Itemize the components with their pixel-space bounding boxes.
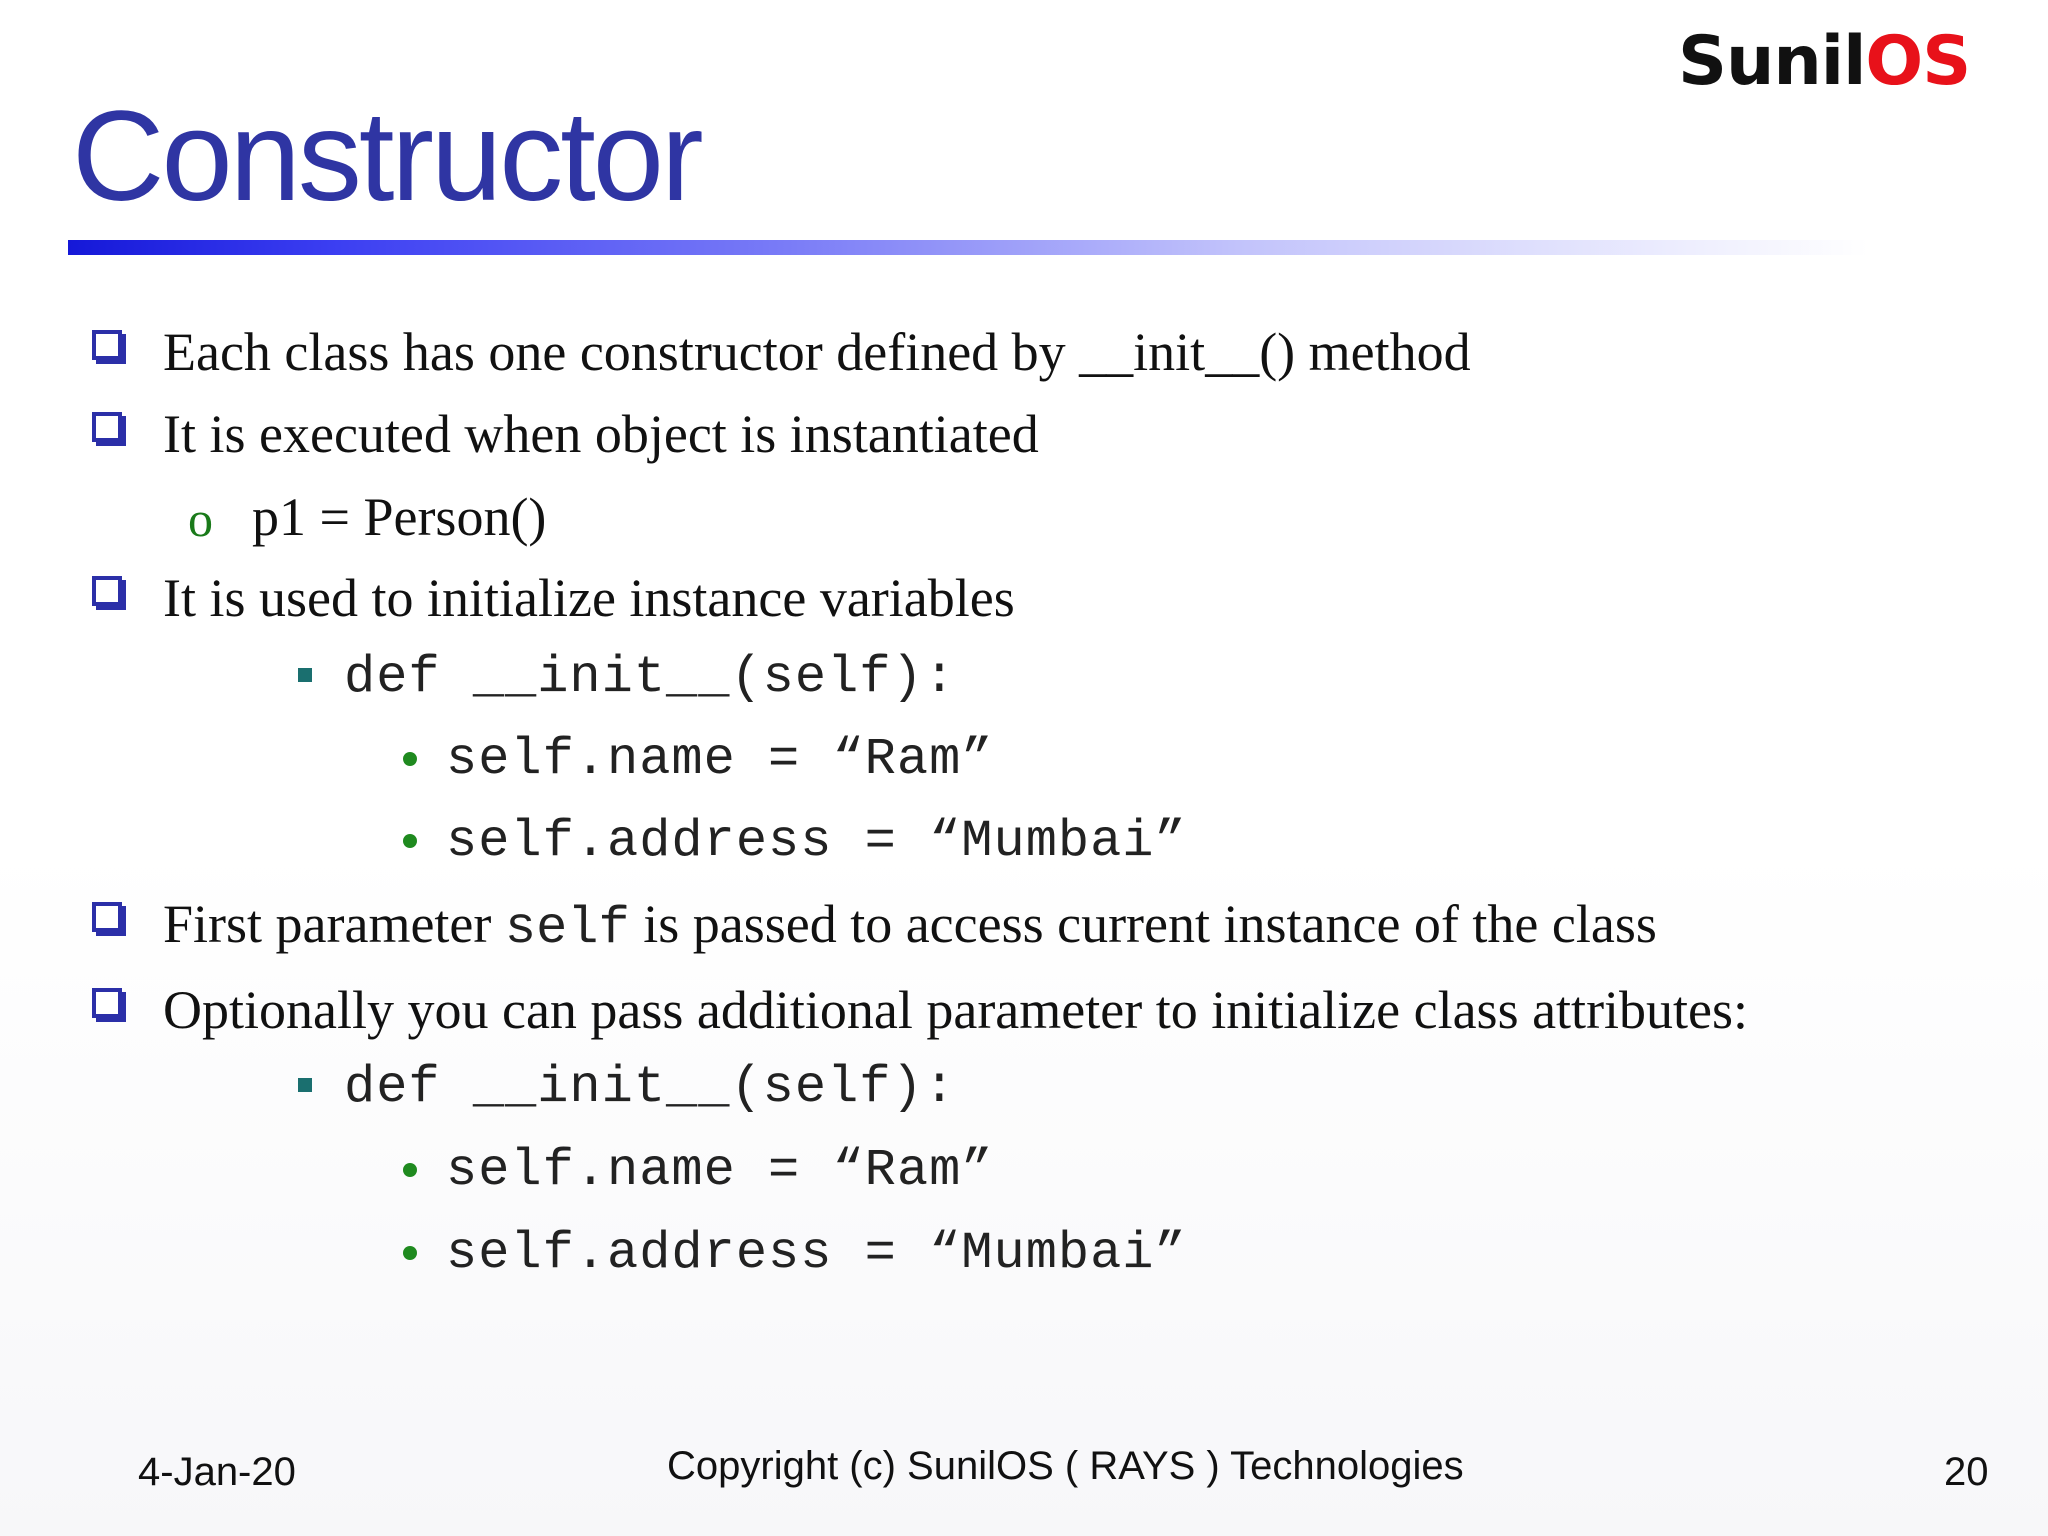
footer-copyright: Copyright (c) SunilOS ( RAYS ) Technologies bbox=[667, 1444, 1464, 1488]
bullet-4-code-self: self bbox=[504, 899, 630, 958]
bullet-5: Optionally you can pass additional parameter to initialize class attributes: bbox=[163, 980, 1749, 1040]
bullet-4-text-pre: First parameter bbox=[163, 894, 492, 954]
footer-date: 4-Jan-20 bbox=[138, 1450, 296, 1494]
bullet-4 bbox=[163, 894, 1657, 958]
footer-page-number: 20 bbox=[1944, 1450, 1989, 1494]
code-def-line: def __init__(self): bbox=[344, 1058, 956, 1117]
code-line: self.name = “Ram” bbox=[446, 1141, 994, 1200]
sunilos-logo bbox=[1678, 22, 1971, 101]
dot-bullet-icon bbox=[403, 1246, 417, 1260]
dot-bullet-icon bbox=[403, 1163, 417, 1177]
checkbox-bullet-icon bbox=[92, 988, 122, 1018]
slide-title: Constructor bbox=[72, 85, 701, 228]
logo-text-sunil: Sunil bbox=[1678, 22, 1866, 101]
bullet-1: Each class has one constructor defined by __init__() method bbox=[163, 322, 1471, 382]
sub-bullet-o-icon: o bbox=[188, 491, 213, 547]
bullet-4-text-post: is passed to access current instance of the class bbox=[643, 894, 1657, 954]
dot-bullet-icon bbox=[403, 752, 417, 766]
bullet-2-sub: p1 = Person() bbox=[252, 487, 547, 547]
checkbox-bullet-icon bbox=[92, 902, 122, 932]
code-line: self.address = “Mumbai” bbox=[446, 1224, 1187, 1283]
bullet-2: It is executed when object is instantiated bbox=[163, 404, 1039, 464]
square-bullet-icon bbox=[298, 1078, 312, 1092]
code-def-line: def __init__(self): bbox=[344, 648, 956, 707]
checkbox-bullet-icon bbox=[92, 412, 122, 442]
checkbox-bullet-icon bbox=[92, 576, 122, 606]
checkbox-bullet-icon bbox=[92, 330, 122, 360]
code-line: self.name = “Ram” bbox=[446, 730, 994, 789]
title-underline-gradient bbox=[68, 240, 1868, 255]
logo-text-os: OS bbox=[1865, 22, 1971, 101]
bullet-3: It is used to initialize instance variables bbox=[163, 568, 1015, 628]
square-bullet-icon bbox=[298, 668, 312, 682]
code-line: self.address = “Mumbai” bbox=[446, 812, 1187, 871]
dot-bullet-icon bbox=[403, 834, 417, 848]
